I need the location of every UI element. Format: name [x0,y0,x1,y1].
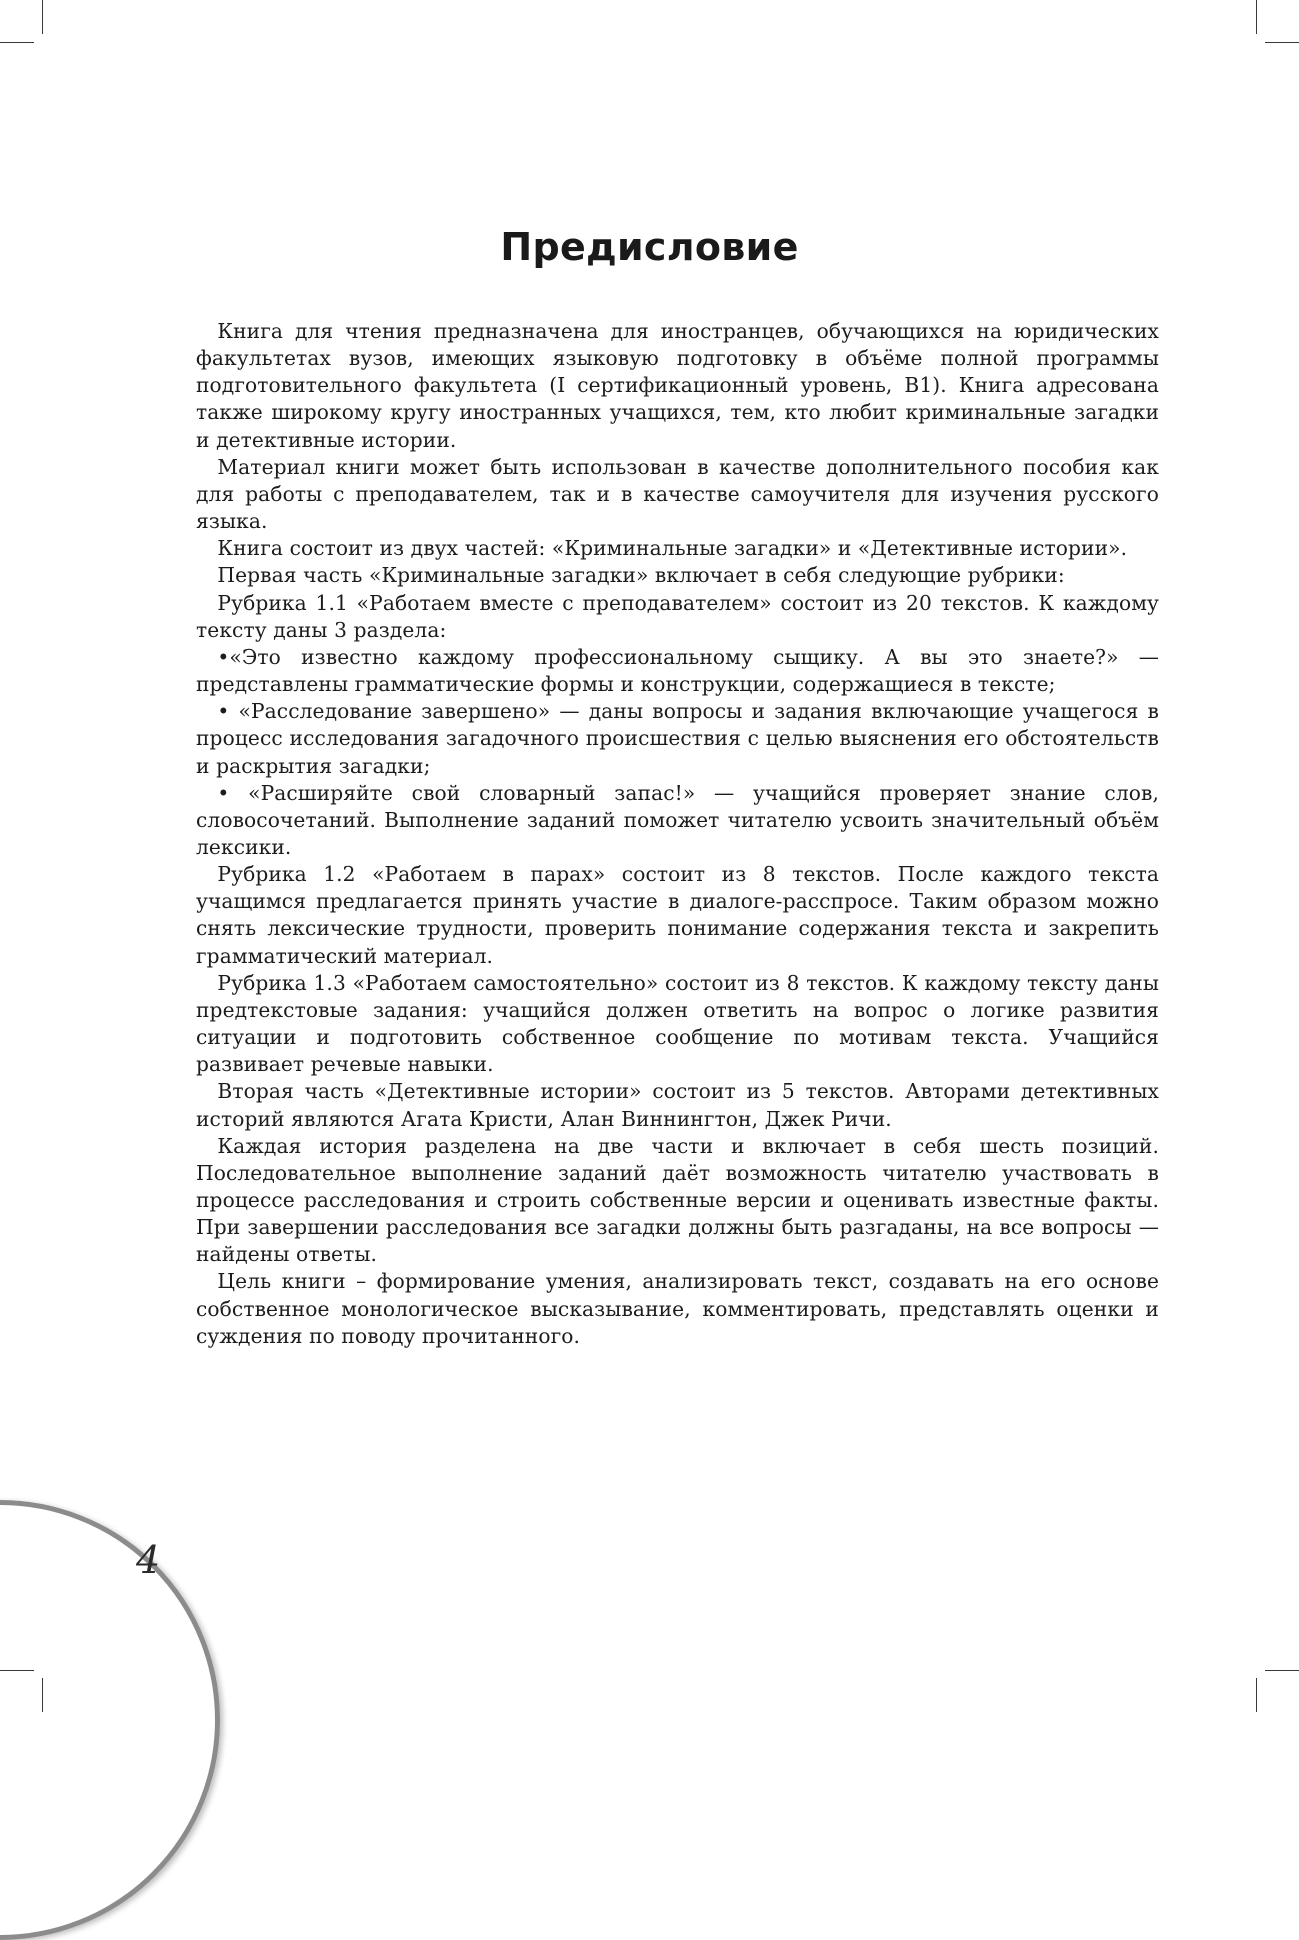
page-number: 4 [136,1538,161,1582]
crop-mark-top-right [1256,0,1257,34]
list-item-vocabulary: • «Расширяйте свой словарный запас!» — учащийся проверяет знание слов, словосочетаний. Выполнение заданий поможет читателю усвоить значительный объём лексики. [196,780,1159,859]
paragraph-goal: Цель книги – формирование умения, анализировать текст, создавать на его основе собственное монологическое высказывание, комментировать, представлять оценки и суждения по поводу прочитанного. [196,1269,1159,1348]
paragraph-material: Материал книги может быть использован в качестве дополнительного пособия как для работы с преподавателем, так и в качестве самоучителя для изучения русского языка. [196,454,1159,534]
crop-mark-top-left [42,0,43,34]
paragraph-part-one: Первая часть «Криминальные загадки» включает в себя следующие рубрики: [217,563,1065,588]
page-corner-arc [0,1500,220,1940]
paragraph-intro: Книга для чтения предназначена для иностранцев, обучающихся на юридических факультетах вузов, имеющих языковую подготовку в объёме полной программы подготовительного факультета (I сертификационный уровень, B1). Книга адресована также широкому кругу иностранных учащихся, тем, кто любит криминальные загадки и детективные истории. [196,319,1159,452]
crop-mark-bottom-right-h [1265,1670,1299,1671]
page-title: Предисловие [500,225,799,269]
crop-mark-top-left-h [0,42,34,43]
list-item-grammar: •«Это известно каждому профессиональному сыщику. А вы это знаете?» — представлены грамматические формы и конструкции, содержащиеся в тексте; [196,644,1159,697]
paragraph-rubric-1-1: Рубрика 1.1 «Работаем вместе с преподавателем» состоит из 20 текстов. К каждому тексту даны 3 раздела: [196,590,1159,642]
paragraph-rubric-1-3: Рубрика 1.3 «Работаем самостоятельно» состоит из 8 текстов. К каждому тексту даны предтекстовые задания: учащийся должен ответить на вопрос о логике развития ситуации и подготовить собственное сообщение по мотивам текста. Учащийся развивает речевые навыки. [196,970,1159,1077]
preface-body [196,318,1159,1350]
paragraph-part-two: Вторая часть «Детективные истории» состоит из 5 текстов. Авторами детективных историй являются Агата Кристи, Алан Виннингтон, Джек Ричи. [196,1079,1159,1131]
paragraph-rubric-1-2: Рубрика 1.2 «Работаем в парах» состоит из 8 текстов. После каждого текста учащимся предлагается принять участие в диалоге-расспросе. Таким образом можно снять лексические трудности, проверить понимание содержания текста и закрепить грамматический материал. [196,862,1159,968]
paragraph-stories: Каждая история разделена на две части и включает в себя шесть позиций. Последовательное выполнение заданий даёт возможность читателю участвовать в процессе расследования и строить собственные версии и оценивать известные факты. При завершении расследования все загадки должны быть разгаданы, на все вопросы — найдены ответы. [196,1133,1159,1267]
crop-mark-bottom-right [1256,1678,1257,1712]
crop-mark-top-right-h [1265,42,1299,43]
paragraph-structure: Книга состоит из двух частей: «Криминальные загадки» и «Детективные истории». [217,536,1128,561]
list-item-investigation: • «Расследование завершено» — даны вопросы и задания включающие учащегося в процесс исследования загадочного происшествия с целью выяснения его обстоятельств и раскрытия загадки; [196,699,1159,778]
